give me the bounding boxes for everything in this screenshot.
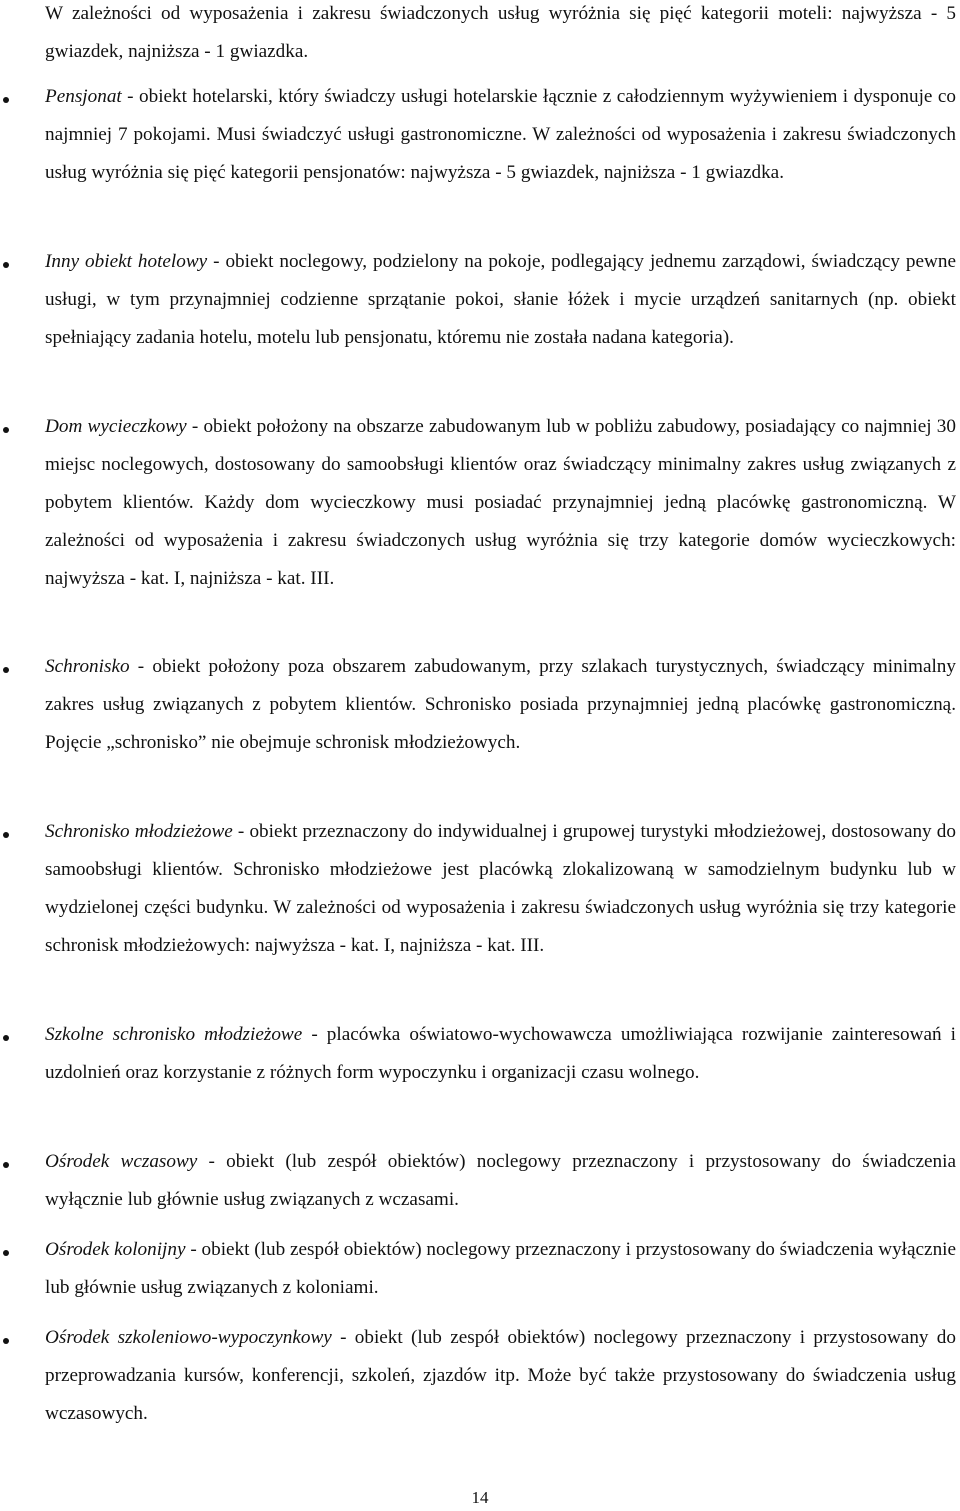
- term-label: Schronisko młodzieżowe: [45, 821, 233, 842]
- definition-text: - obiekt położony poza obszarem zabudowanym, przy szlakach turystycznych, świadczący minimalny zakres usług związanych z pobytem klientów. Schronisko posiada przynajmniej jedną placówkę gastronomiczną. Pojęcie „schronisko” nie obejmuje schronisk młodzieżowych.: [45, 656, 956, 753]
- list-item-dom-wycieczkowy: [45, 408, 956, 598]
- term-label: Dom wycieczkowy: [45, 416, 187, 437]
- definition-text: - obiekt położony na obszarze zabudowanym lub w pobliżu zabudowy, posiadający co najmniej 30 miejsc noclegowych, dostosowany do samoobsługi klientów oraz świadczący minimalny zakres usług związanych z pobytem klientów. Każdy dom wycieczkowy musi posiadać przynajmniej jedną placówkę gastronomiczną. W zależności od wyposażenia i zakresu świadczonych usług wyróżnia się trzy kategorie domów wycieczkowych: najwyższa - kat. I, najniższa - kat. III.: [45, 416, 956, 589]
- definition-text: - obiekt (lub zespół obiektów) noclegowy przeznaczony i przystosowany do przeprowadzania kursów, konferencji, szkoleń, zjazdów itp. Może być także przystosowany do świadczenia usług wczasowych.: [45, 1327, 956, 1424]
- bullet-icon: [3, 1035, 9, 1041]
- list-item-osrodek-szkoleniowo-wypoczynkowy: [45, 1319, 956, 1433]
- definition-text: - obiekt hotelarski, który świadczy usługi hotelarskie łącznie z całodziennym wyżywieniem i dysponuje co najmniej 7 pokojami. Musi świadczyć usługi gastronomiczne. W zależności od wyposażenia i zakresu świadczonych usług wyróżnia się pięć kategorii pensjonatów: najwyższa - 5 gwiazdek, najniższa - 1 gwiazdka.: [45, 86, 956, 183]
- intro-paragraph: [45, 0, 956, 71]
- term-label: Ośrodek wczasowy: [45, 1151, 198, 1172]
- definition-text: - obiekt (lub zespół obiektów) noclegowy przeznaczony i przystosowany do świadczenia wyłącznie lub głównie usług związanych z wczasami.: [45, 1151, 956, 1210]
- definition-text: - obiekt (lub zespół obiektów) noclegowy przeznaczony i przystosowany do świadczenia wyłącznie lub głównie usług związanych z koloniami.: [45, 1239, 957, 1298]
- list-item-schronisko-mlodziezowe: [45, 813, 956, 965]
- bullet-icon: [3, 832, 9, 838]
- list-item-inny-obiekt-hotelowy: [45, 243, 956, 357]
- term-label: Ośrodek szkoleniowo-wypoczynkowy: [45, 1327, 332, 1348]
- term-label: Ośrodek kolonijny: [45, 1239, 186, 1260]
- bullet-icon: [3, 262, 9, 268]
- term-label: Schronisko: [45, 656, 130, 677]
- list-item-szkolne-schronisko-mlodziezowe: [45, 1016, 956, 1092]
- term-label: Inny obiekt hotelowy: [45, 251, 208, 272]
- term-label: Szkolne schronisko młodzieżowe: [45, 1024, 303, 1045]
- bullet-icon: [3, 427, 9, 433]
- definition-text: - obiekt noclegowy, podzielony na pokoje, podlegający jednemu zarządowi, świadczący pewne usługi, w tym przynajmniej codzienne sprzątanie pokoi, słanie łóżek i mycie urządzeń sanitarnych (np. obiekt spełniający zadania hotelu, motelu lub pensjonatu, któremu nie została nadana kategoria).: [45, 251, 956, 348]
- definition-text: - obiekt przeznaczony do indywidualnej i grupowej turystyki młodzieżowej, dostosowany do samoobsługi klientów. Schronisko młodzieżowe jest placówką zlokalizowaną w samodzielnym budynku lub w wydzielonej części budynku. W zależności od wyposażenia i zakresu świadczonych usług wyróżnia się trzy kategorie schronisk młodzieżowych: najwyższa - kat. I, najniższa - kat. III.: [45, 821, 956, 956]
- intro-text: W zależności od wyposażenia i zakresu świadczonych usług wyróżnia się pięć kategorii moteli: najwyższa - 5 gwiazdek, najniższa - 1 gwiazdka.: [45, 3, 956, 62]
- list-item-schronisko: [45, 648, 956, 762]
- page-number: 14: [471, 1488, 489, 1507]
- bullet-icon: [3, 1338, 9, 1344]
- bullet-icon: [3, 667, 9, 673]
- bullet-icon: [3, 1162, 9, 1168]
- list-item-osrodek-wczasowy: [45, 1143, 956, 1219]
- definition-text: - placówka oświatowo-wychowawcza umożliwiająca rozwijanie zainteresowań i uzdolnień oraz korzystanie z różnych form wypoczynku i organizacji czasu wolnego.: [45, 1024, 956, 1083]
- bullet-icon: [3, 97, 9, 103]
- term-label: Pensjonat: [45, 86, 122, 107]
- bullet-icon: [3, 1250, 9, 1256]
- list-item-pensjonat: [45, 78, 956, 192]
- list-item-osrodek-kolonijny: [45, 1231, 956, 1307]
